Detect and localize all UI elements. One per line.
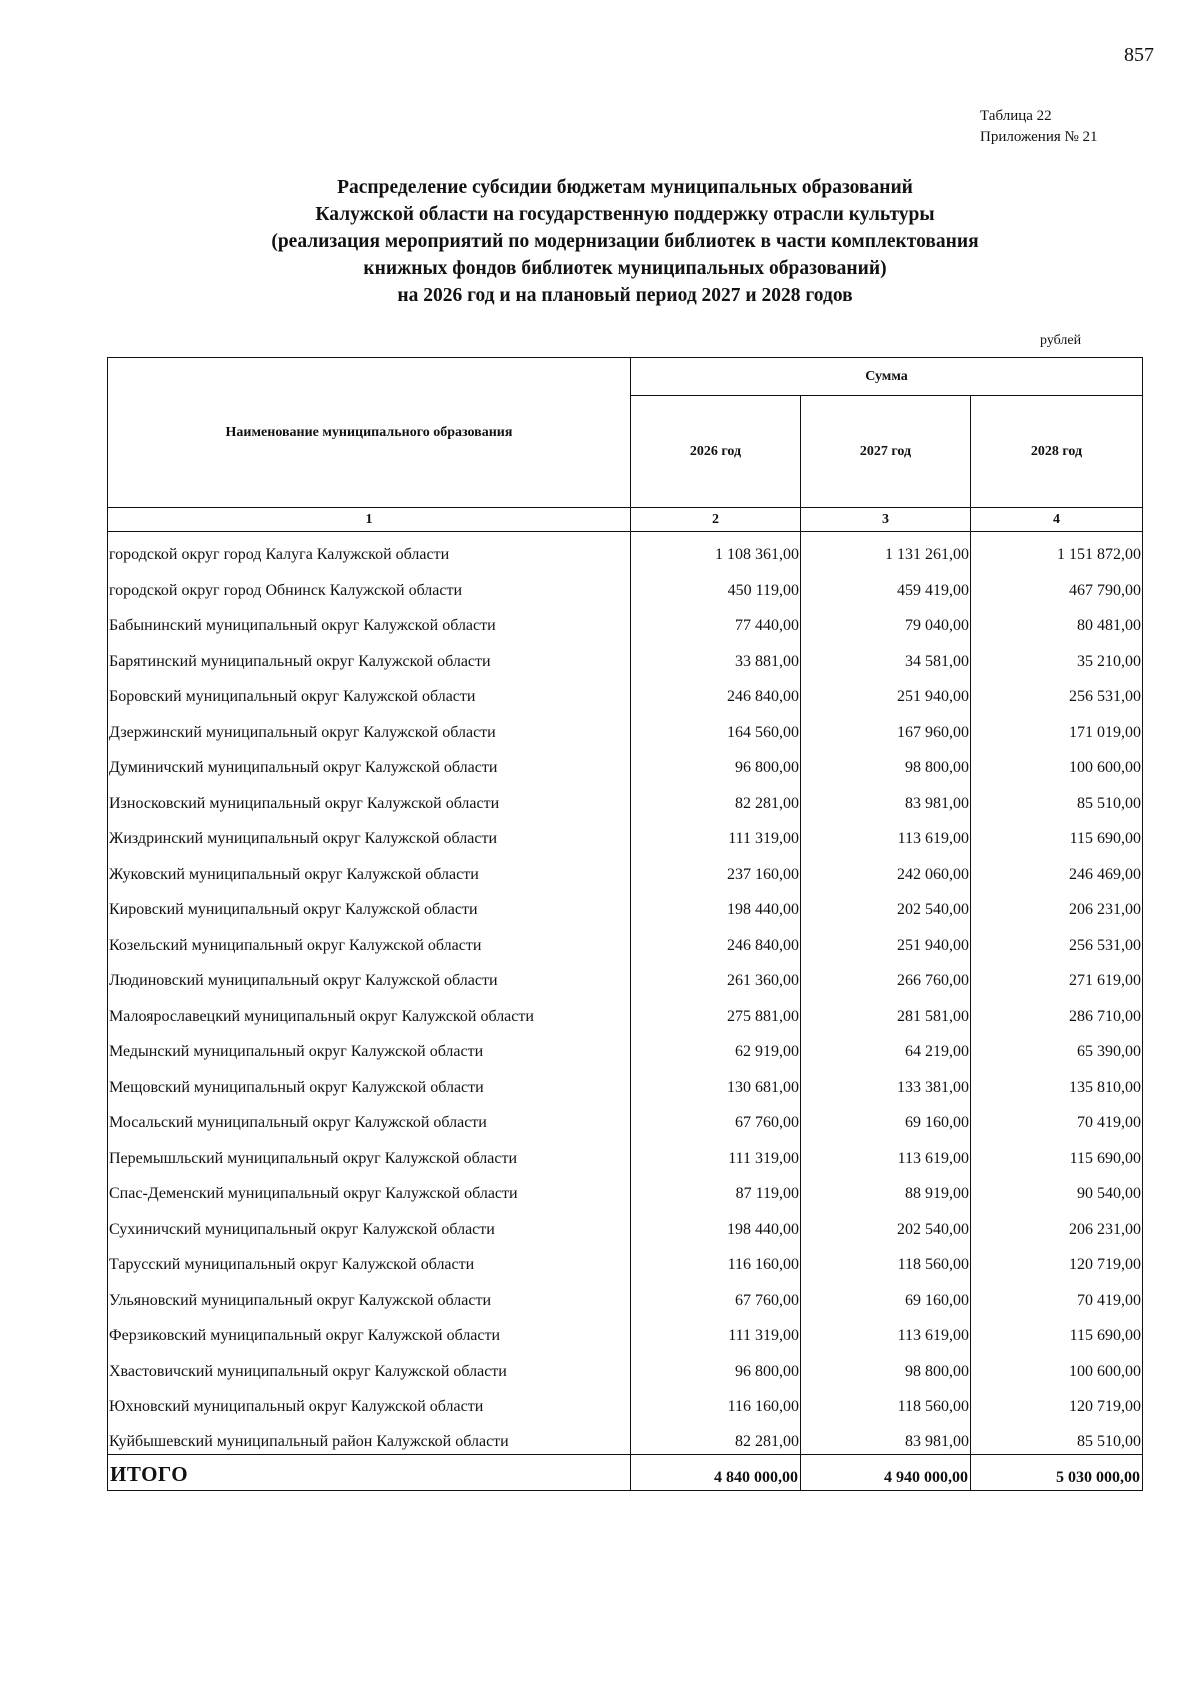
value-2028: 65 390,00 (971, 1029, 1143, 1065)
value-2026: 111 319,00 (631, 1135, 801, 1171)
total-row (108, 1455, 1143, 1491)
value-2027: 64 219,00 (801, 1029, 971, 1065)
value-2027: 202 540,00 (801, 887, 971, 923)
value-2028: 286 710,00 (971, 993, 1143, 1029)
value-2028: 80 481,00 (971, 603, 1143, 639)
table-row (108, 851, 1143, 887)
table-row (108, 1064, 1143, 1100)
value-2027: 79 040,00 (801, 603, 971, 639)
value-2026: 87 119,00 (631, 1171, 801, 1207)
value-2027: 88 919,00 (801, 1171, 971, 1207)
value-2028: 271 619,00 (971, 958, 1143, 994)
value-2026: 82 281,00 (631, 1419, 801, 1455)
value-2028: 206 231,00 (971, 1206, 1143, 1242)
table-row (108, 1100, 1143, 1136)
value-2027: 69 160,00 (801, 1100, 971, 1136)
table-row (108, 1242, 1143, 1278)
table-row (108, 993, 1143, 1029)
table-row (108, 638, 1143, 674)
municipality-name: Бабынинский муниципальный округ Калужской области (108, 603, 631, 639)
value-2026: 1 108 361,00 (631, 532, 801, 568)
value-2026: 82 281,00 (631, 780, 801, 816)
value-2026: 96 800,00 (631, 1348, 801, 1384)
title-line5: на 2026 год и на плановый период 2027 и 2028 годов (397, 285, 853, 306)
value-2028: 85 510,00 (971, 1419, 1143, 1455)
municipality-name: Куйбышевский муниципальный район Калужской области (108, 1419, 631, 1455)
value-2027: 98 800,00 (801, 745, 971, 781)
total-2026: 4 840 000,00 (631, 1455, 801, 1491)
municipality-name: Перемышльский муниципальный округ Калужской области (108, 1135, 631, 1171)
municipality-name: Мещовский муниципальный округ Калужской области (108, 1064, 631, 1100)
municipality-name: городской округ город Калуга Калужской области (108, 532, 631, 568)
title-line4: книжных фондов библиотек муниципальных образований) (363, 258, 887, 279)
value-2028: 1 151 872,00 (971, 532, 1143, 568)
title-line3: (реализация мероприятий по модернизации библиотек в части комплектования (271, 231, 979, 252)
table-reference (980, 106, 1098, 148)
table-row (108, 1206, 1143, 1242)
table-row (108, 603, 1143, 639)
value-2027: 281 581,00 (801, 993, 971, 1029)
municipality-name: городской округ город Обнинск Калужской области (108, 567, 631, 603)
header-year-2026: 2026 год (631, 396, 801, 508)
value-2026: 130 681,00 (631, 1064, 801, 1100)
table-row (108, 1171, 1143, 1207)
value-2028: 115 690,00 (971, 1313, 1143, 1349)
column-number: 3 (801, 508, 971, 532)
value-2028: 35 210,00 (971, 638, 1143, 674)
document-title (150, 174, 1100, 309)
header-year-2027: 2027 год (801, 396, 971, 508)
title-line2: Калужской области на государственную поддержку отрасли культуры (315, 204, 935, 225)
municipality-name: Спас-Деменский муниципальный округ Калужской области (108, 1171, 631, 1207)
value-2028: 100 600,00 (971, 1348, 1143, 1384)
value-2027: 242 060,00 (801, 851, 971, 887)
value-2027: 133 381,00 (801, 1064, 971, 1100)
total-2028: 5 030 000,00 (971, 1455, 1143, 1491)
value-2028: 467 790,00 (971, 567, 1143, 603)
municipality-name: Ферзиковский муниципальный округ Калужской области (108, 1313, 631, 1349)
municipality-name: Тарусский муниципальный округ Калужской области (108, 1242, 631, 1278)
value-2027: 167 960,00 (801, 709, 971, 745)
value-2026: 33 881,00 (631, 638, 801, 674)
table-row (108, 816, 1143, 852)
header-year-2028: 2028 год (971, 396, 1143, 508)
table-row (108, 922, 1143, 958)
municipality-name: Сухиничский муниципальный округ Калужской области (108, 1206, 631, 1242)
value-2027: 113 619,00 (801, 1313, 971, 1349)
value-2026: 246 840,00 (631, 674, 801, 710)
value-2028: 90 540,00 (971, 1171, 1143, 1207)
table-row (108, 1135, 1143, 1171)
value-2027: 69 160,00 (801, 1277, 971, 1313)
value-2026: 111 319,00 (631, 816, 801, 852)
table-row (108, 532, 1143, 568)
value-2028: 70 419,00 (971, 1100, 1143, 1136)
value-2027: 459 419,00 (801, 567, 971, 603)
value-2028: 246 469,00 (971, 851, 1143, 887)
table-row (108, 1313, 1143, 1349)
value-2027: 118 560,00 (801, 1242, 971, 1278)
value-2026: 246 840,00 (631, 922, 801, 958)
municipality-name: Хвастовичский муниципальный округ Калужской области (108, 1348, 631, 1384)
value-2028: 70 419,00 (971, 1277, 1143, 1313)
value-2026: 164 560,00 (631, 709, 801, 745)
table-row (108, 1348, 1143, 1384)
value-2026: 96 800,00 (631, 745, 801, 781)
value-2027: 113 619,00 (801, 1135, 971, 1171)
value-2026: 77 440,00 (631, 603, 801, 639)
municipality-name: Ульяновский муниципальный округ Калужской области (108, 1277, 631, 1313)
municipality-name: Людиновский муниципальный округ Калужской области (108, 958, 631, 994)
value-2027: 83 981,00 (801, 1419, 971, 1455)
value-2026: 67 760,00 (631, 1277, 801, 1313)
header-sum-group: Сумма (631, 358, 1143, 396)
value-2028: 115 690,00 (971, 816, 1143, 852)
table-row (108, 1029, 1143, 1065)
value-2028: 206 231,00 (971, 887, 1143, 923)
value-2028: 115 690,00 (971, 1135, 1143, 1171)
table-row (108, 1384, 1143, 1420)
municipality-name: Малоярославецкий муниципальный округ Калужской области (108, 993, 631, 1029)
header-name-column: Наименование муниципального образования (108, 358, 631, 508)
total-label: ИТОГО (108, 1455, 631, 1491)
value-2026: 275 881,00 (631, 993, 801, 1029)
value-2027: 34 581,00 (801, 638, 971, 674)
value-2026: 237 160,00 (631, 851, 801, 887)
column-number: 2 (631, 508, 801, 532)
table-row (108, 709, 1143, 745)
value-2028: 100 600,00 (971, 745, 1143, 781)
table-row (108, 887, 1143, 923)
value-2027: 266 760,00 (801, 958, 971, 994)
value-2026: 62 919,00 (631, 1029, 801, 1065)
column-number: 1 (108, 508, 631, 532)
value-2028: 120 719,00 (971, 1384, 1143, 1420)
municipality-name: Боровский муниципальный округ Калужской области (108, 674, 631, 710)
value-2027: 251 940,00 (801, 674, 971, 710)
table-ref-line2: Приложения № 21 (980, 129, 1098, 145)
unit-label: рублей (1040, 333, 1082, 348)
column-number: 4 (971, 508, 1143, 532)
value-2027: 1 131 261,00 (801, 532, 971, 568)
subsidy-table (107, 357, 1143, 1491)
value-2027: 251 940,00 (801, 922, 971, 958)
table-body (108, 532, 1143, 1455)
value-2026: 261 360,00 (631, 958, 801, 994)
table-row (108, 780, 1143, 816)
value-2028: 256 531,00 (971, 674, 1143, 710)
value-2026: 198 440,00 (631, 1206, 801, 1242)
municipality-name: Барятинский муниципальный округ Калужской области (108, 638, 631, 674)
value-2026: 67 760,00 (631, 1100, 801, 1136)
municipality-name: Жиздринский муниципальный округ Калужской области (108, 816, 631, 852)
page-number: 857 (1124, 44, 1154, 66)
municipality-name: Износковский муниципальный округ Калужской области (108, 780, 631, 816)
table-row (108, 1419, 1143, 1455)
total-2027: 4 940 000,00 (801, 1455, 971, 1491)
municipality-name: Юхновский муниципальный округ Калужской области (108, 1384, 631, 1420)
value-2027: 83 981,00 (801, 780, 971, 816)
value-2026: 450 119,00 (631, 567, 801, 603)
value-2027: 118 560,00 (801, 1384, 971, 1420)
table-row (108, 674, 1143, 710)
value-2026: 111 319,00 (631, 1313, 801, 1349)
table-row (108, 1277, 1143, 1313)
table-row (108, 958, 1143, 994)
municipality-name: Козельский муниципальный округ Калужской области (108, 922, 631, 958)
value-2026: 116 160,00 (631, 1384, 801, 1420)
municipality-name: Кировский муниципальный округ Калужской области (108, 887, 631, 923)
value-2027: 113 619,00 (801, 816, 971, 852)
municipality-name: Мосальский муниципальный округ Калужской области (108, 1100, 631, 1136)
value-2027: 202 540,00 (801, 1206, 971, 1242)
value-2028: 171 019,00 (971, 709, 1143, 745)
value-2028: 135 810,00 (971, 1064, 1143, 1100)
table-ref-line1: Таблица 22 (980, 108, 1052, 124)
table-row (108, 567, 1143, 603)
value-2028: 85 510,00 (971, 780, 1143, 816)
value-2028: 120 719,00 (971, 1242, 1143, 1278)
municipality-name: Медынский муниципальный округ Калужской области (108, 1029, 631, 1065)
value-2028: 256 531,00 (971, 922, 1143, 958)
value-2026: 198 440,00 (631, 887, 801, 923)
title-line1: Распределение субсидии бюджетам муниципальных образований (337, 177, 913, 198)
municipality-name: Жуковский муниципальный округ Калужской области (108, 851, 631, 887)
municipality-name: Думиничский муниципальный округ Калужской области (108, 745, 631, 781)
municipality-name: Дзержинский муниципальный округ Калужской области (108, 709, 631, 745)
value-2027: 98 800,00 (801, 1348, 971, 1384)
value-2026: 116 160,00 (631, 1242, 801, 1278)
table-row (108, 745, 1143, 781)
